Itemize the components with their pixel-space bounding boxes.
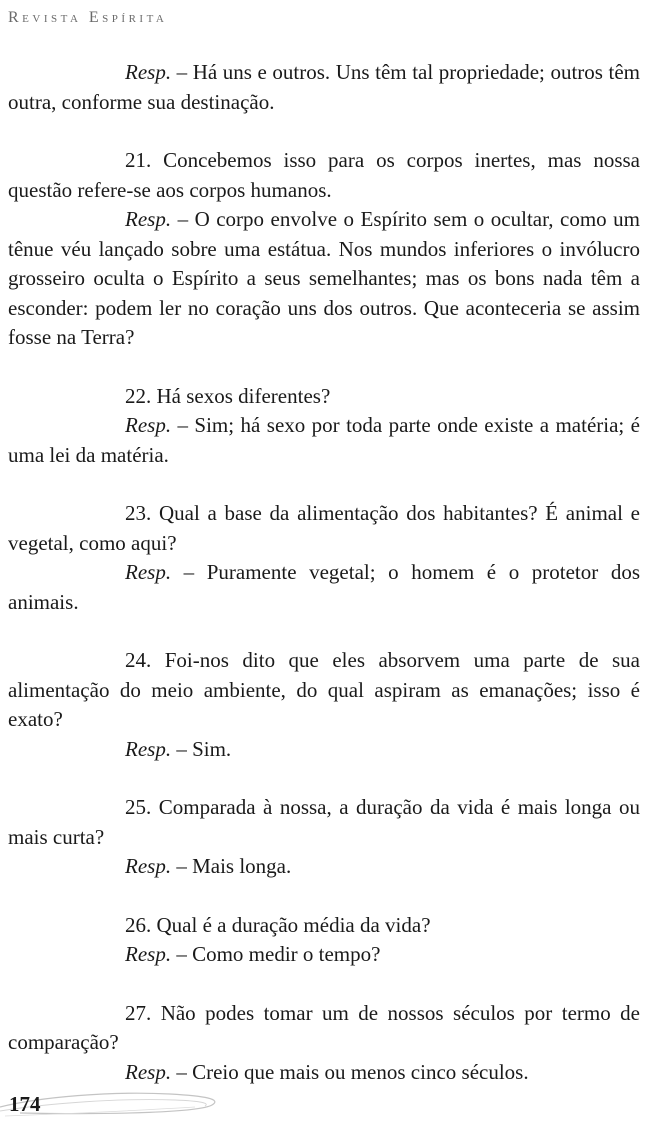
answer-text: – Creio que mais ou menos cinco séculos. (171, 1059, 529, 1084)
answer-text: – Há uns e outros. Uns têm tal propriedade; outros têm outra, conforme sua destinação. (8, 60, 640, 114)
resp-label: Resp. (125, 1059, 172, 1084)
resp-label: Resp. (125, 942, 172, 966)
resp-label: Resp. (125, 736, 172, 761)
question-paragraph: 27. Não podes tomar um de nossos séculos por termo de comparação? (8, 1000, 640, 1054)
answer-paragraph (8, 852, 640, 882)
question-paragraph: 26. Qual é a duração média da vida? (125, 912, 431, 937)
page-body (8, 58, 640, 1087)
answer-paragraph (8, 411, 640, 470)
answer-paragraph (8, 58, 640, 117)
question-paragraph: 23. Qual a base da alimentação dos habitantes? É animal e vegetal, como aqui? (8, 501, 640, 555)
answer-paragraph (8, 735, 640, 765)
answer-text: – Puramente vegetal; o homem é o protetor dos animais. (8, 560, 640, 614)
resp-label: Resp. (125, 207, 172, 231)
answer-text: – O corpo envolve o Espírito sem o ocultar, como um tênue véu lançado sobre uma estátua. Nos mundos inferiores o invólucro grosseiro oculta o Espírito a seus semelhantes; mas os bons nada têm a esconder: podem ler no coração uns dos outros. Que aconteceria se assim fosse na Terra? (8, 207, 640, 349)
question-paragraph: 25. Comparada à nossa, a duração da vida é mais longa ou mais curta? (8, 795, 640, 849)
answer-paragraph (8, 205, 640, 353)
answer-text: – Mais longa. (171, 854, 292, 878)
answer-paragraph (8, 940, 640, 970)
answer-paragraph (8, 558, 640, 617)
resp-label: Resp. (125, 413, 172, 437)
resp-label: Resp. (125, 560, 172, 584)
question-paragraph: 22. Há sexos diferentes? (125, 383, 331, 408)
page-number: 174 (9, 1092, 41, 1116)
resp-label: Resp. (125, 60, 172, 84)
answer-paragraph (8, 1058, 640, 1088)
question-paragraph: 21. Concebemos isso para os corpos inertes, mas nossa questão refere-se aos corpos humanos. (8, 148, 640, 202)
answer-text: – Como medir o tempo? (171, 942, 381, 966)
resp-label: Resp. (125, 854, 172, 878)
running-header: Revista Espírita (8, 9, 168, 26)
answer-text: – Sim. (171, 736, 232, 761)
question-paragraph: 24. Foi-nos dito que eles absorvem uma parte de sua alimentação do meio ambiente, do qual aspiram as emanações; isso é exato? (8, 648, 640, 731)
answer-text: – Sim; há sexo por toda parte onde existe a matéria; é uma lei da matéria. (8, 413, 640, 467)
